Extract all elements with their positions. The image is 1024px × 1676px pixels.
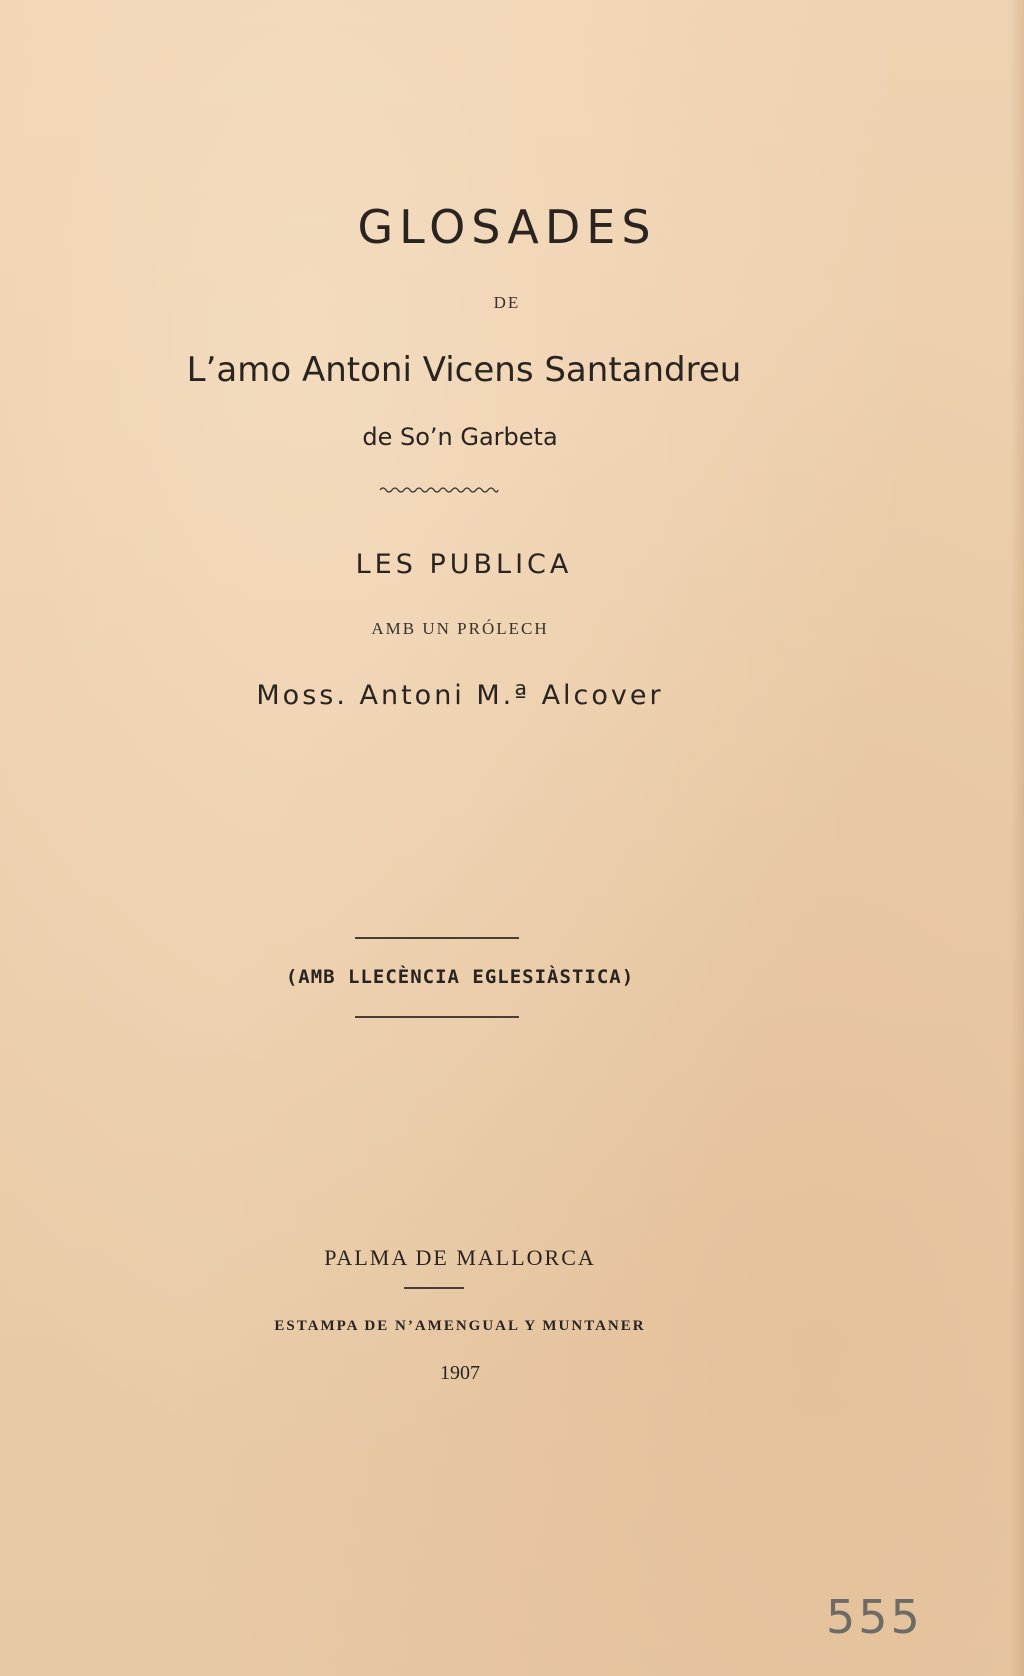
city-underline-rule <box>404 1287 464 1289</box>
handwritten-catalog-number: 555 <box>826 1590 923 1644</box>
title-preposition: DE <box>493 293 521 312</box>
wavy-ornament <box>378 484 500 496</box>
author-place: de So’n Garbeta <box>362 423 558 451</box>
publisher-statement: LES PUBLICA <box>355 549 573 580</box>
prologue-statement: AMB UN PRÓLECH <box>371 619 549 638</box>
book-title: GLOSADES <box>357 200 657 254</box>
page-edge-shadow <box>1010 0 1024 1676</box>
prologue-author: Moss. Antoni M.ª Alcover <box>256 680 664 711</box>
publication-year: 1907 <box>440 1362 480 1384</box>
author-name: L’amo Antoni Vicens Santandreu <box>186 350 742 390</box>
bottom-divider-rule <box>355 1016 519 1018</box>
printer-name: ESTAMPA DE N’AMENGUAL Y MUNTANER <box>274 1318 646 1334</box>
ecclesiastical-licence: (AMB LLECÈNCIA EGLESIÀSTICA) <box>285 966 635 988</box>
top-divider-rule <box>355 937 519 939</box>
publication-city: PALMA DE MALLORCA <box>324 1245 596 1270</box>
